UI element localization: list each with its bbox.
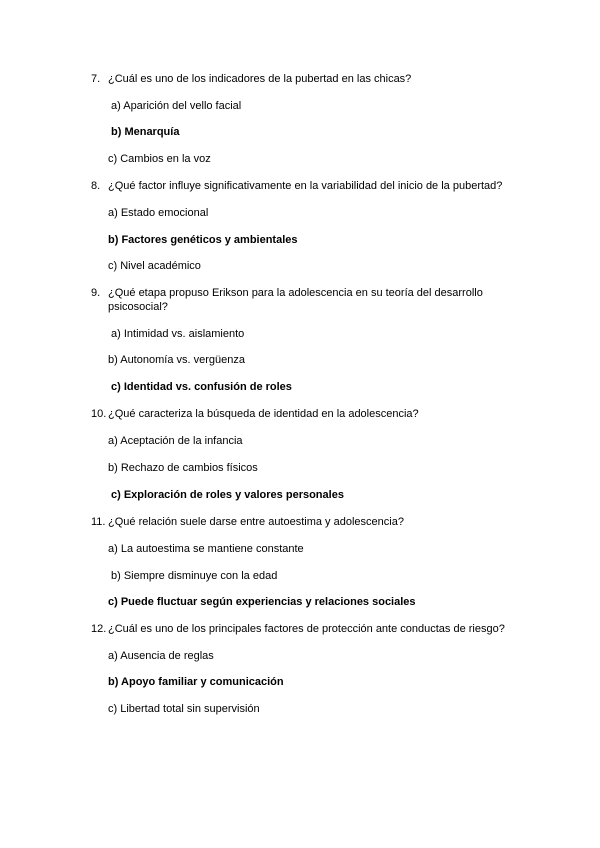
question-number: 11. (91, 516, 106, 528)
option-a: a) La autoestima se mantiene constante (108, 543, 304, 555)
option-c: c) Libertad total sin supervisión (108, 703, 260, 715)
option-b-correct: b) Apoyo familiar y comunicación (108, 676, 284, 688)
option-b: b) Siempre disminuye con la edad (111, 570, 278, 582)
option-c: c) Cambios en la voz (108, 153, 211, 165)
option-c-correct: c) Identidad vs. confusión de roles (111, 381, 292, 393)
question-text-continued: psicosocial? (108, 301, 168, 313)
question-number: 12. (91, 623, 107, 635)
option-b: b) Rechazo de cambios físicos (108, 462, 258, 474)
option-b: b) Autonomía vs. vergüenza (108, 354, 245, 366)
question-text: ¿Cuál es uno de los indicadores de la pubertad en las chicas? (108, 73, 412, 85)
question-number: 10. (91, 408, 107, 420)
question-number: 7. (91, 73, 101, 85)
question-text: ¿Cuál es uno de los principales factores de protección ante conductas de riesgo? (108, 623, 505, 635)
question-text: ¿Qué caracteriza la búsqueda de identidad en la adolescencia? (108, 408, 419, 420)
option-b-correct: b) Menarquía (111, 126, 180, 138)
question-number: 9. (91, 287, 101, 299)
option-b-correct: b) Factores genéticos y ambientales (108, 234, 298, 246)
question-text: ¿Qué relación suele darse entre autoestima y adolescencia? (108, 516, 404, 528)
option-c: c) Nivel académico (108, 260, 201, 272)
option-a: a) Aparición del vello facial (111, 100, 242, 112)
question-number: 8. (91, 180, 101, 192)
option-c-correct: c) Exploración de roles y valores personales (111, 489, 344, 501)
question-text: ¿Qué etapa propuso Erikson para la adolescencia en su teoría del desarrollo (108, 287, 483, 299)
option-c-correct: c) Puede fluctuar según experiencias y relaciones sociales (108, 596, 416, 608)
question-text: ¿Qué factor influye significativamente en la variabilidad del inicio de la pubertad? (108, 180, 503, 192)
option-a: a) Estado emocional (108, 207, 209, 219)
option-a: a) Ausencia de reglas (108, 650, 214, 662)
option-a: a) Intimidad vs. aislamiento (111, 328, 245, 340)
option-a: a) Aceptación de la infancia (108, 435, 243, 447)
